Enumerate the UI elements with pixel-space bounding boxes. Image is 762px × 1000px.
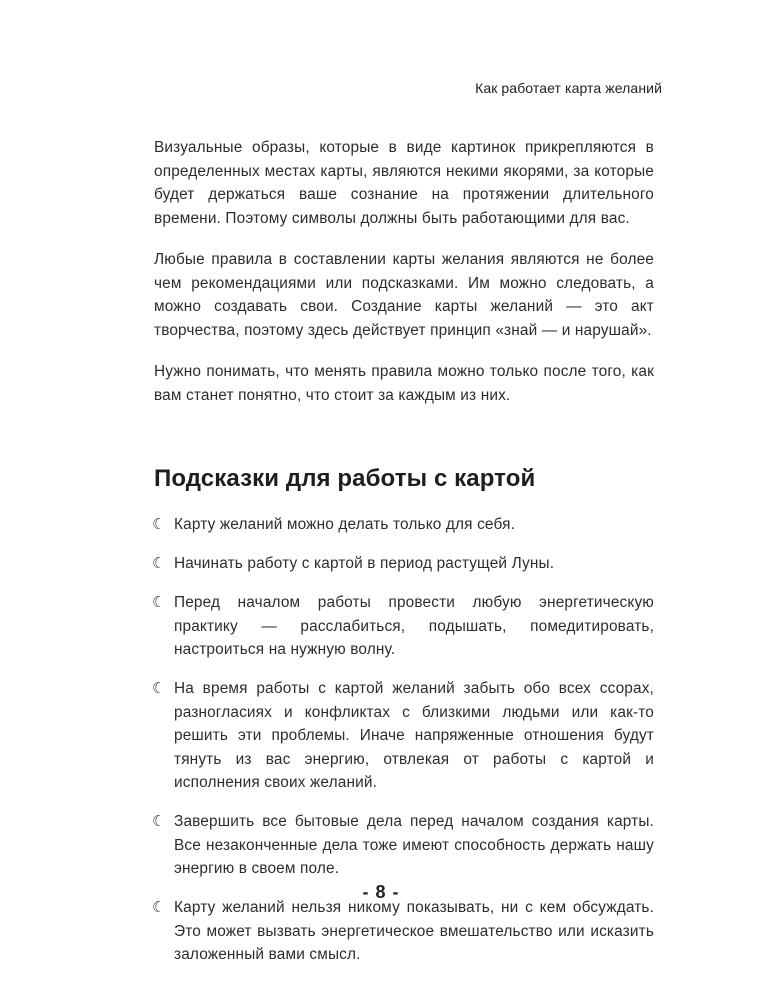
crescent-moon-icon: ☾ [152, 554, 166, 572]
list-item-text: На время работы с картой желаний забыть обо всех ссорах, разногласиях и конфликтах с близкими людьми или как-то решить эти проблемы. Иначе напряженные отношения будут тянуть из вас энергию, отвлекая от работы с картой и исполнения своих желаний. [174, 680, 654, 791]
list-item [154, 896, 654, 967]
list-item [154, 513, 654, 537]
section-heading: Подсказки для работы с картой [154, 465, 536, 492]
list-item [154, 810, 654, 881]
list-item-text: Начинать работу с картой в период растущей Луны. [174, 555, 555, 572]
body-paragraph: Нужно понимать, что менять правила можно только после того, как вам станет понятно, что стоит за каждым из них. [154, 363, 654, 404]
running-header: Как работает карта желаний [475, 80, 662, 96]
page-body [154, 136, 654, 982]
body-paragraph: Визуальные образы, которые в виде картинок прикрепляются в определенных местах карты, являются некими якорями, за которые будет держаться ваше сознание на протяжении длительного времени. Поэтому символы должны быть работающими для вас. [154, 139, 654, 227]
body-paragraph: Любые правила в составлении карты желания являются не более чем рекомендациями или подсказками. Им можно следовать, а можно создавать свои. Создание карты желаний — это акт творчества, поэтому здесь действует принцип «знай — и нарушай». [154, 251, 654, 339]
list-item-text: Завершить все бытовые дела перед началом создания карты. Все незаконченные дела тоже имеют способность держать нашу энергию в своем поле. [174, 813, 654, 877]
list-item [154, 552, 654, 576]
crescent-moon-icon: ☾ [152, 593, 166, 611]
page-number: - 8 - [362, 882, 400, 902]
list-item [154, 591, 654, 662]
list-item-text: Карту желаний нельзя никому показывать, ни с кем обсуждать. Это может вызвать энергетическое вмешательство или исказить заложенный вами смысл. [174, 899, 654, 963]
crescent-moon-icon: ☾ [152, 679, 166, 697]
crescent-moon-icon: ☾ [152, 812, 166, 830]
list-item-text: Карту желаний можно делать только для себя. [174, 516, 515, 533]
crescent-moon-icon: ☾ [152, 898, 166, 916]
list-item-text: Перед началом работы провести любую энергетическую практику — расслабиться, подышать, помедитировать, настроиться на нужную волну. [174, 594, 654, 658]
crescent-moon-icon: ☾ [152, 515, 166, 533]
list-item [154, 677, 654, 795]
